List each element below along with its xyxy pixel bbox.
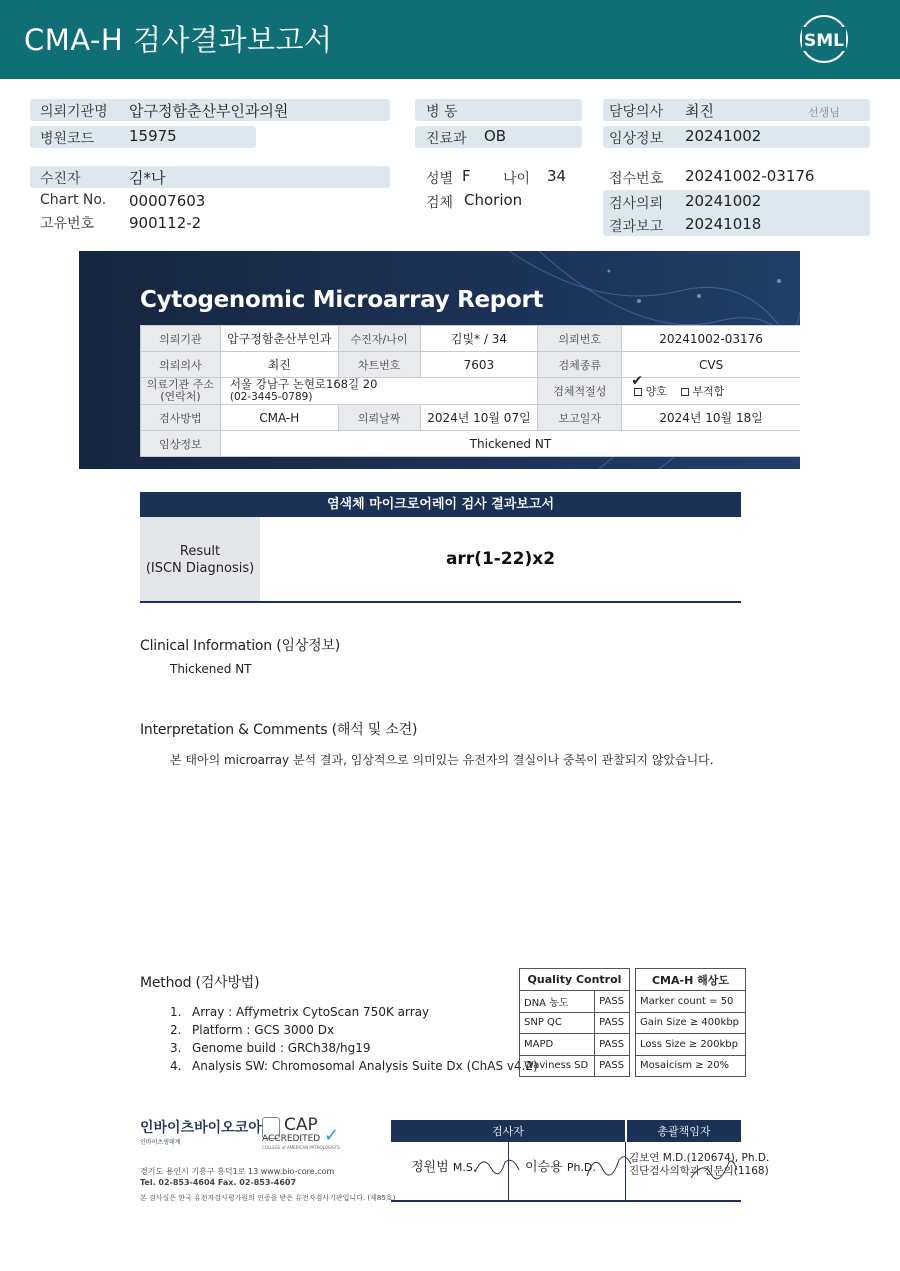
unique-label: 고유번호 (40, 216, 95, 232)
signature-scribble-icon (689, 1154, 739, 1184)
patient-value: 김*나 (129, 169, 166, 187)
cell: 압구정함춘산부인과 (220, 326, 338, 352)
company-address: 경기도 용인시 기흥구 흥덕1로 13 www.bio-core.com (140, 1167, 335, 1176)
cell: 2024년 10월 07일 (420, 405, 538, 431)
signature-scribble-icon (583, 1150, 633, 1184)
list-item (170, 1057, 538, 1075)
cell: 수진자/나이 (338, 326, 420, 352)
tester-header: 검사자 (391, 1120, 625, 1142)
cap-check-icon: ✓ (324, 1125, 340, 1146)
item-number: 4. (170, 1059, 182, 1073)
age-value: 34 (547, 167, 567, 185)
patient-label: 수진자 (40, 171, 81, 187)
table-row (520, 991, 630, 1013)
clinical-label: 임상정보 (609, 131, 664, 147)
cap-title: CAP (284, 1115, 318, 1135)
table-row (636, 1012, 746, 1034)
qc-name: DNA 농도 (520, 991, 595, 1013)
cell: CVS (622, 352, 800, 378)
unique-value: 900112-2 (129, 214, 202, 232)
company-name: 인바이츠바이오코아 (140, 1120, 262, 1136)
company-tel: Tel. 02-853-4604 Fax. 02-853-4607 (140, 1178, 297, 1187)
cell: 7603 (420, 352, 538, 378)
company-sub: 인바이츠생태계 (140, 1139, 181, 1146)
result-value: arr(1-22)x2 (445, 549, 556, 569)
specimen-label: 검체 (426, 195, 454, 211)
interpretation-text: 본 태아의 microarray 분석 결과, 임상적으로 의미있는 유전자의 결실이나 중복이 관찰되지 않았습니다. (170, 753, 714, 767)
cell: Thickened NT (220, 431, 800, 457)
result-label-line2: (ISCN Diagnosis) (145, 561, 255, 576)
sex-value: F (462, 167, 471, 185)
header-bar (0, 0, 900, 79)
institution-label: 의뢰기관명 (40, 104, 108, 120)
table-row (520, 1034, 630, 1056)
qc-result: PASS (595, 1055, 630, 1077)
checkbox-checked-icon (634, 388, 642, 396)
chief-signature (629, 1152, 769, 1210)
result-label (140, 517, 260, 601)
result-box (140, 517, 741, 603)
tester1-degree: M.S. (452, 1161, 477, 1174)
resolution-item: Marker count = 50 (636, 991, 746, 1013)
cell: 임상정보 (141, 431, 221, 457)
cell: 의뢰번호 (538, 326, 622, 352)
resolution-table (635, 968, 746, 1077)
qc-name: SNP QC (520, 1012, 595, 1034)
chief-line1: 김보연 M.D.(120674), Ph.D. (629, 1152, 770, 1164)
institution-value: 압구정함춘산부인과의원 (129, 102, 289, 120)
suitability-cell (622, 373, 800, 405)
request-label: 검사의뢰 (609, 196, 664, 212)
result-label-line1: Result (179, 544, 221, 559)
signature-body (391, 1142, 770, 1202)
logo-text: SML (804, 31, 844, 51)
cell: 검사방법 (141, 405, 221, 431)
cap-sub: ACCREDITED (262, 1134, 321, 1144)
suitability-bad (681, 385, 724, 398)
cell: 의뢰기관 (141, 326, 221, 352)
dept-value: OB (484, 127, 507, 145)
report-row-3 (141, 378, 801, 405)
report-banner (79, 251, 800, 469)
resolution-item: Loss Size ≥ 200kbp (636, 1034, 746, 1056)
address-line: 서울 강남구 논현로168길 20 (229, 377, 378, 391)
company-notice: 본 검사실은 한국 유전자검사평가원의 인증을 받은 유전자검사기관입니다. (제85호) (140, 1194, 396, 1202)
interpretation-heading: Interpretation & Comments (해석 및 소견) (140, 722, 418, 738)
phone-line: (02-3445-0789) (229, 391, 313, 403)
clinical-text: Thickened NT (170, 662, 252, 676)
list-item (170, 1021, 538, 1039)
report-label: 결과보고 (609, 219, 664, 235)
cell: 검체종류 (538, 352, 622, 378)
cell: 보고일자 (538, 405, 622, 431)
receipt-value: 20241002-03176 (685, 167, 815, 185)
tester1-signature (411, 1156, 476, 1214)
list-item (170, 1039, 538, 1057)
item-text: Analysis SW: Chromosomal Analysis Suite Dx (ChAS v4.2) (192, 1059, 538, 1073)
clinical-value: 20241002 (685, 127, 762, 145)
resolution-item: Gain Size ≥ 400kbp (636, 1012, 746, 1034)
tester1-name: 정원범 (411, 1160, 449, 1175)
sml-logo-icon (798, 13, 850, 65)
resolution-item: Mosaicism ≥ 20% (636, 1055, 746, 1077)
hospital-code-value: 15975 (129, 127, 177, 145)
report-title: Cytogenomic Microarray Report (140, 287, 544, 313)
table-row (520, 1055, 630, 1077)
hospital-code-label: 병원코드 (40, 131, 95, 147)
item-number: 3. (170, 1041, 182, 1055)
item-text: Array : Affymetrix CytoScan 750K array (192, 1005, 430, 1019)
suitability-ok (631, 373, 670, 398)
patient-row (30, 166, 390, 188)
qc-table (519, 968, 630, 1077)
address-cell (220, 378, 537, 405)
report-row-1 (141, 326, 801, 352)
address-label: 의료기관 주소 (연락처) (141, 378, 221, 405)
table-row (636, 1034, 746, 1056)
ward-label: 병 동 (426, 104, 458, 120)
method-list (170, 1003, 538, 1075)
signature-scribble-icon (473, 1150, 523, 1182)
report-info-table (140, 325, 800, 457)
age-label: 나이 (503, 171, 531, 187)
method-heading: Method (검사방법) (140, 975, 260, 991)
cell: 김빛* / 34 (420, 326, 538, 352)
doctor-suffix: 선생님 (808, 106, 840, 119)
signature-header (391, 1120, 741, 1142)
suitability-label: 검체적절성 (538, 378, 622, 405)
result-title-bar: 염색체 마이크로어레이 검사 결과보고서 (140, 492, 741, 517)
dept-label: 진료과 (426, 131, 467, 147)
sex-label: 성별 (426, 171, 454, 187)
page-title: CMA-H 검사결과보고서 (24, 23, 333, 57)
receipt-label: 접수번호 (609, 171, 664, 187)
cell: CMA-H (220, 405, 338, 431)
suitability-bad-label: 부적합 (692, 385, 725, 398)
suitability-ok-label: 양호 (645, 385, 667, 398)
qc-result: PASS (595, 1034, 630, 1056)
cell: 최진 (220, 352, 338, 378)
checkbox-empty-icon (681, 388, 689, 396)
item-text: Platform : GCS 3000 Dx (192, 1023, 335, 1037)
report-row-5 (141, 431, 801, 457)
qc-result: PASS (595, 991, 630, 1013)
qc-name: MAPD (520, 1034, 595, 1056)
tester2-degree: Ph.D. (566, 1161, 596, 1174)
cell: 차트번호 (338, 352, 420, 378)
clinical-heading: Clinical Information (임상정보) (140, 638, 341, 654)
cap-small: COLLEGE of AMERICAN PATHOLOGISTS (262, 1145, 340, 1150)
doctor-value: 최진 (685, 102, 714, 120)
cell: 2024년 10월 18일 (622, 405, 800, 431)
report-value: 20241018 (685, 215, 762, 233)
chart-label: Chart No. (40, 192, 107, 208)
cell: 20241002-03176 (622, 326, 800, 352)
checkmark-icon: ✔ (631, 373, 643, 389)
request-value: 20241002 (685, 192, 762, 210)
tester2-signature (525, 1156, 596, 1214)
chief-line2: 진단검사의학과 전문의(1168) (629, 1165, 769, 1177)
qc-title: Quality Control (520, 969, 630, 991)
table-row (636, 1055, 746, 1077)
cell: 의뢰날짜 (338, 405, 420, 431)
specimen-value: Chorion (464, 191, 523, 209)
item-number: 2. (170, 1023, 182, 1037)
table-row (520, 1012, 630, 1034)
qc-result: PASS (595, 1012, 630, 1034)
tester2-name: 이승용 (525, 1160, 563, 1175)
cell: 의뢰의사 (141, 352, 221, 378)
list-item (170, 1003, 538, 1021)
doctor-label: 담당의사 (609, 104, 664, 120)
qc-name: Waviness SD (520, 1055, 595, 1077)
chart-value: 00007603 (129, 192, 206, 210)
table-row (636, 991, 746, 1013)
item-text: Genome build : GRCh38/hg19 (192, 1041, 371, 1055)
report-row-2 (141, 352, 801, 378)
resolution-title: CMA-H 해상도 (636, 969, 746, 991)
item-number: 1. (170, 1005, 182, 1019)
chief-header: 총괄책임자 (627, 1120, 741, 1142)
report-row-4 (141, 405, 801, 431)
